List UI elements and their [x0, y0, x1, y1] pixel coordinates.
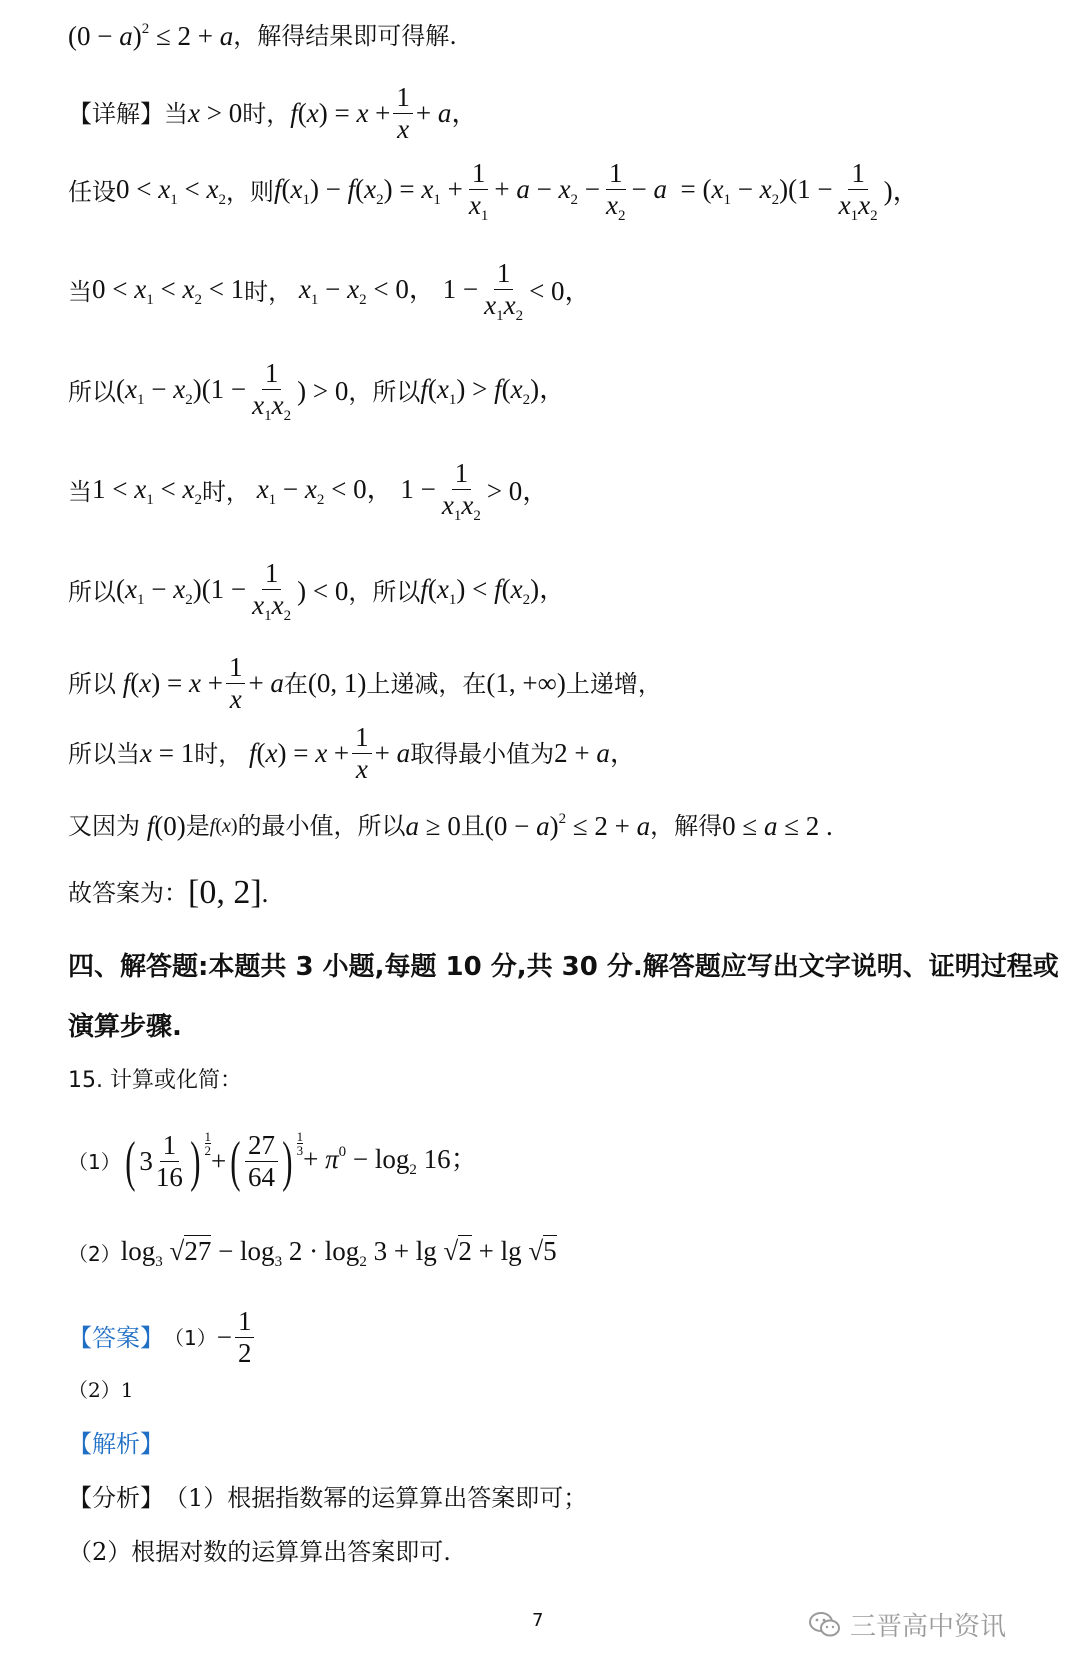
page-number: 7	[532, 1610, 544, 1631]
text: 当	[68, 277, 92, 306]
line-case2: 当 $1 < x_1 < x_2$ 时， $x_1 - x_2 < 0$， 1 − $\frac{1}{x_1x_2}$ > 0，	[68, 458, 550, 525]
fenxi-line1	[68, 1486, 587, 1510]
text: 所以	[68, 669, 116, 698]
text: 且	[460, 812, 485, 840]
line-monotonic: 所以 f(x) = x + $\frac{1}{x}$ + a 在 (0, 1) 上递减，在 (1, +∞) 上递增，	[68, 652, 662, 715]
formula: $(0 - a)^2 \le 2 + a$	[68, 21, 234, 51]
text: 所以	[68, 577, 116, 606]
question-part2: （2） $\log_3 √27 - \log_3 2 \cdot \log_2 3 + \lg √2 + \lg √5$	[68, 1236, 557, 1270]
text: ，则	[225, 177, 274, 206]
part-label: （1）	[164, 1325, 217, 1350]
text: ，所以	[348, 377, 421, 406]
text: 上递增，	[565, 669, 662, 698]
text: ，所以	[348, 577, 421, 606]
line-answer: 故答案为： [0, 2] .	[68, 874, 269, 911]
text: 当	[68, 477, 92, 506]
line-condition	[68, 22, 457, 50]
text: 时，	[242, 99, 291, 128]
line-minimum: 所以当 x = 1 时， f(x) = x + $\frac{1}{x}$ + a 取得最小值为 2 + a，	[68, 722, 637, 785]
answer-part2: （2）1	[68, 1378, 134, 1402]
text: ，解得	[650, 812, 723, 840]
formula: f(x) = x +	[290, 98, 391, 129]
section-heading-cont: 演算步骤.	[68, 1012, 182, 1042]
answer-label: 【答案】	[68, 1323, 164, 1352]
text: 所以	[68, 377, 116, 406]
analysis-label: 【解析】	[68, 1430, 164, 1458]
detail-label: 【详解】当	[68, 99, 188, 128]
fenxi-label: 【分析】	[68, 1484, 164, 1512]
text: （1）根据指数幂的运算算出答案即可；	[164, 1484, 588, 1512]
line-assume: 任设 $0 < x_1 < x_2$ ，则 $f(x_1) - f(x_2) = x_1$ + $\frac{1}{x_1}$ + $a - x_2$ − $\frac{1}{x_2}$ − $a = (x_1 - x_2)(1$ − $\frac{1}{x_1x_2}$ )，	[68, 158, 920, 225]
watermark-text: 三晋高中资讯	[850, 1612, 1007, 1642]
question-title: 15. 计算或化简：	[68, 1068, 242, 1093]
answer-line: 【答案】 （1） − $\frac{1}{2}$	[68, 1306, 257, 1369]
text: 时，	[201, 477, 250, 506]
line-detail: 【详解】当 x > 0 时， f(x) = x + $\frac{1}{x}$ + a，	[68, 82, 479, 145]
part-label: （1）	[68, 1149, 121, 1174]
text: 任设	[68, 177, 116, 206]
section-heading: 四、解答题:本题共 3 小题,每题 10 分,共 30 分.解答题应写出文字说明、证明过程或	[68, 952, 1059, 982]
text: 取得最小值为	[410, 739, 555, 768]
text: 时，	[194, 739, 243, 768]
text: ，解得结果即可得解.	[233, 22, 457, 50]
text: 上递减，在	[366, 669, 487, 698]
text: 所以当	[68, 739, 140, 768]
watermark	[808, 1606, 1006, 1643]
wechat-icon	[808, 1611, 842, 1639]
text: 的最小值，所以	[237, 812, 406, 840]
question-part1: （1） ( 3 $\frac{1}{16}$ ) $\frac{1}{2}$ + ( $\frac{27}{64}$ ) $\frac{1}{3}$ + $\pi^0 - \log_2 16$；	[68, 1129, 478, 1193]
text: 时，	[244, 277, 293, 306]
fraction: $\frac{1}{x}$	[393, 82, 413, 145]
line-conclude1: 所以 $(x_1 - x_2)(1$ − $\frac{1}{x_1x_2}$ ) > 0 ，所以 $f(x_1) > f(x_2)$，	[68, 358, 567, 425]
text: 是	[185, 812, 210, 840]
line-case1: 当 $0 < x_1 < x_2 < 1$ 时， $x_1 - x_2 < 0$， 1 − $\frac{1}{x_1x_2}$ < 0，	[68, 258, 592, 325]
line-because: 又因为 f(0) 是 f(x) 的最小值，所以 a ≥ 0 且 $(0 - a)^2 \le 2 + a$ ，解得 0 ≤ a ≤ 2 .	[68, 810, 833, 841]
text: 故答案为：	[68, 879, 188, 907]
line-conclude2: 所以 $(x_1 - x_2)(1$ − $\frac{1}{x_1x_2}$ ) < 0 ，所以 $f(x_1) < f(x_2)$，	[68, 558, 567, 625]
text: 又因为	[68, 812, 140, 840]
text: 在	[283, 669, 308, 698]
fenxi-line2: （2）根据对数的运算算出答案即可.	[68, 1538, 451, 1566]
part-label: （2）	[68, 1242, 121, 1266]
